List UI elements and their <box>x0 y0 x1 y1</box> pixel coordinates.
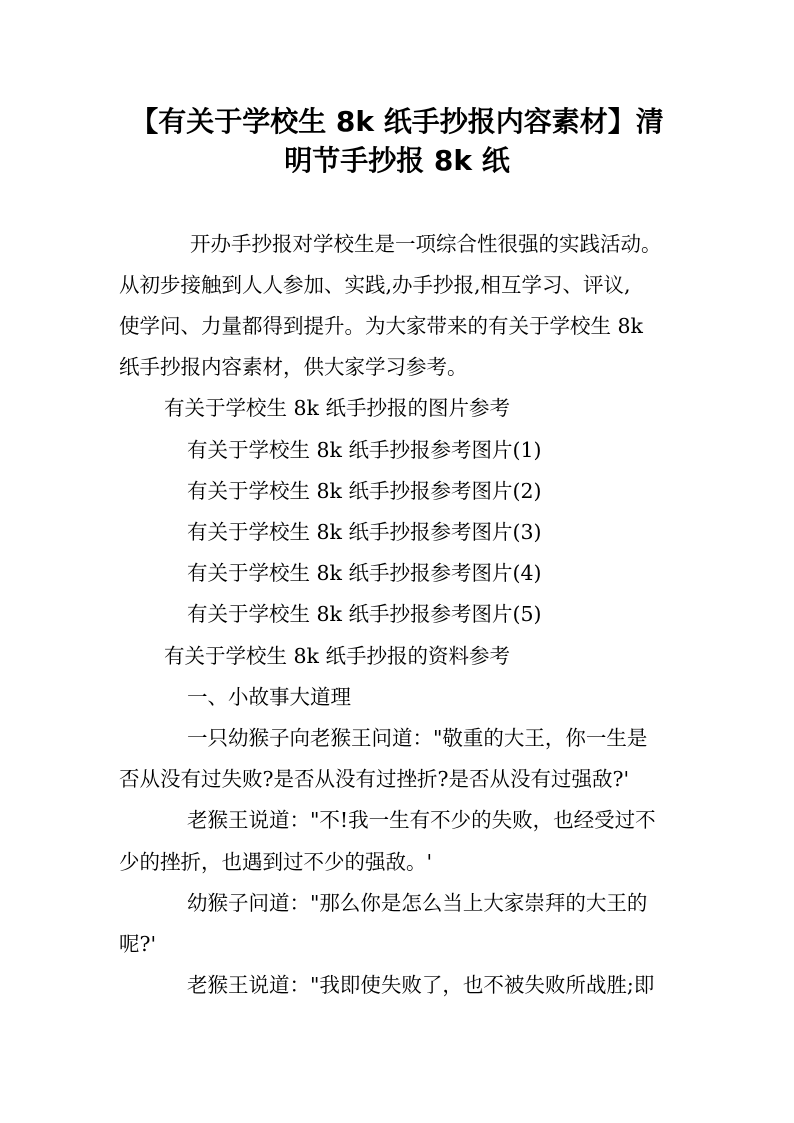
picture-item-3: 有关于学校生 8k 纸手抄报参考图片(3) <box>187 520 542 544</box>
story-paragraph-2-line-1: 老猴王说道："不!我一生有不少的失败，也经受过不 <box>187 808 656 832</box>
story-paragraph-3-line-1: 幼猴子问道："那么你是怎么当上大家崇拜的大王的 <box>187 891 648 915</box>
intro-line-1: 开办手抄报对学校生是一项综合性很强的实践活动。 <box>190 232 662 256</box>
intro-line-2: 从初步接触到人人参加、实践,办手抄报,相互学习、评议, <box>119 273 631 297</box>
section-title: 一、小故事大道理 <box>187 685 351 709</box>
document-title-line-2: 明节手抄报 8k 纸 <box>284 144 510 177</box>
document-title-line-1: 【有关于学校生 8k 纸手抄报内容素材】清 <box>130 105 664 138</box>
pictures-heading: 有关于学校生 8k 纸手抄报的图片参考 <box>164 396 510 420</box>
story-paragraph-4-line-1: 老猴王说道："我即使失败了，也不被失败所战胜;即 <box>187 973 655 997</box>
story-paragraph-1-line-2: 否从没有过失败?是否从没有过挫折?是否从没有过强敌?' <box>119 767 630 791</box>
picture-item-2: 有关于学校生 8k 纸手抄报参考图片(2) <box>187 479 542 503</box>
materials-heading: 有关于学校生 8k 纸手抄报的资料参考 <box>164 644 510 668</box>
picture-item-1: 有关于学校生 8k 纸手抄报参考图片(1) <box>187 438 542 462</box>
picture-item-5: 有关于学校生 8k 纸手抄报参考图片(5) <box>187 602 542 626</box>
story-paragraph-2-line-2: 少的挫折，也遇到过不少的强敌。' <box>119 850 433 874</box>
intro-line-4: 纸手抄报内容素材，供大家学习参考。 <box>119 355 468 379</box>
story-paragraph-3-line-2: 呢?' <box>119 932 157 956</box>
intro-line-3: 使学问、力量都得到提升。为大家带来的有关于学校生 8k <box>119 314 643 338</box>
story-paragraph-1-line-1: 一只幼猴子向老猴王问道："敬重的大王，你一生是 <box>187 726 648 750</box>
picture-item-4: 有关于学校生 8k 纸手抄报参考图片(4) <box>187 561 542 585</box>
